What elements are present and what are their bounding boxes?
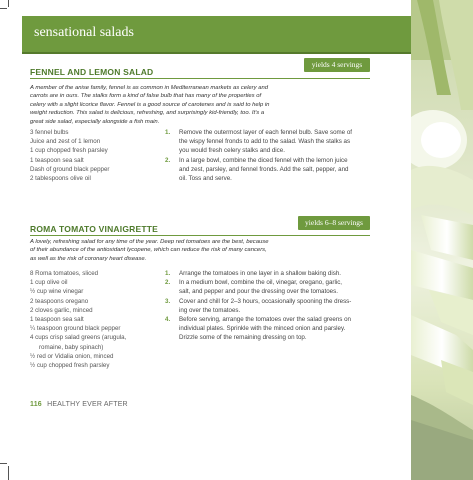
ingredient-item: 1 cup olive oil <box>30 279 68 287</box>
ingredient-item: Juice and zest of 1 lemon <box>30 138 101 146</box>
step-list <box>165 128 375 183</box>
ingredient-item: 8 Roma tomatoes, sliced <box>30 270 99 277</box>
ingredient-item: 1 teaspoon sea salt <box>30 156 84 164</box>
page-number: 116 <box>30 401 42 408</box>
step-number: 1. <box>165 129 171 136</box>
step-line: salt, and pepper and pour the dressing over the tomatoes. <box>179 288 338 296</box>
section-header-band <box>22 16 413 54</box>
ingredient-item: ½ cup wine vinegar <box>30 288 84 296</box>
step-number: 1. <box>165 270 171 277</box>
step-number: 2. <box>165 156 171 164</box>
crop-mark <box>0 8 7 9</box>
step-item <box>165 269 380 278</box>
step-line: In a large bowl, combine the diced fennel with the lemon juice <box>179 156 348 164</box>
step-line: and zest, parsley, and fennel fronds. Add the salt, pepper, and <box>179 165 349 173</box>
ingredient-item: Dash of ground black pepper <box>30 165 110 173</box>
step-line: oil. Toss and serve. <box>179 175 232 183</box>
yields-badge: yields 6–8 servings <box>298 216 370 230</box>
step-line: the wispy fennel fronds to add to the salad. Wash the stalks as <box>179 138 351 146</box>
intro-line: as well as the risk of coronary heart disease. <box>30 255 147 262</box>
step-item <box>165 278 380 296</box>
page-footer <box>30 401 128 408</box>
title-rule <box>30 235 370 236</box>
step-line: individual plates. Sprinkle with the minced onion and parsley. <box>179 325 346 333</box>
intro-line: carrots are in ours. The stalks form a kind of false bulb that has many of the properties of <box>30 93 262 100</box>
recipe-title: FENNEL AND LEMON SALAD <box>30 67 154 77</box>
ingredient-item: 2 cloves garlic, minced <box>30 306 93 314</box>
step-list <box>165 269 380 343</box>
step-item <box>165 297 380 315</box>
ingredient-item: ½ red or Vidalia onion, minced <box>30 352 114 360</box>
step-line: Drizzle some of the remaining dressing on top. <box>179 334 307 342</box>
crop-mark <box>8 466 9 480</box>
step-item <box>165 128 375 156</box>
ingredient-item: ½ cup chopped fresh parsley <box>30 362 110 370</box>
ingredient-item: ¼ teaspoon ground black pepper <box>30 325 121 333</box>
step-line: ing over the tomatoes. <box>179 306 241 314</box>
book-title: HEALTHY EVER AFTER <box>47 401 128 408</box>
step-line: In a medium bowl, combine the oil, vinegar, oregano, garlic, <box>179 279 343 287</box>
yields-badge: yields 4 servings <box>304 58 370 72</box>
intro-line: A lovely, refreshing salad for any time of the year. Deep red tomatoes are the best, because <box>30 239 269 245</box>
ingredient-item: 1 cup chopped fresh parsley <box>30 147 108 155</box>
step-item <box>165 315 380 343</box>
fennel-photo <box>411 0 473 480</box>
step-line: Cover and chill for 2–3 hours, occasionally spooning the dress- <box>179 297 352 305</box>
step-number: 4. <box>165 316 171 324</box>
intro-line: great side salad, especially alongside a fish main. <box>30 118 160 125</box>
step-number: 2. <box>165 279 171 287</box>
step-line: you would fresh celery stalks and dice. <box>179 147 285 155</box>
crop-mark <box>8 0 9 7</box>
step-item <box>165 156 375 184</box>
recipe-title: ROMA TOMATO VINAIGRETTE <box>30 224 159 234</box>
section-title: sensational salads <box>34 25 134 40</box>
intro-line: weight reduction. This salad is delicious, refreshing, and surprisingly kid-friendly, too. It's a <box>30 110 265 117</box>
ingredient-list <box>30 269 165 370</box>
ingredient-item: 2 teaspoons oregano <box>30 297 89 305</box>
ingredient-item: 1 teaspoon sea salt <box>30 316 84 324</box>
crop-mark <box>0 463 7 464</box>
step-line: Remove the outermost layer of each fennel bulb. Save some of <box>179 129 353 136</box>
ingredient-item: 3 fennel bulbs <box>30 129 69 136</box>
step-line: Arrange the tomatoes in one layer in a shallow baking dish. <box>179 270 342 277</box>
ingredient-item: 4 cups crisp salad greens (arugula, <box>30 334 127 342</box>
title-rule <box>30 78 370 79</box>
recipe-intro <box>30 84 370 126</box>
recipe-intro <box>30 238 370 263</box>
intro-line: celery with a slight licorice flavor. Fennel is a good source of carotenes and is said to help in <box>30 101 270 108</box>
ingredient-item: 2 tablespoons olive oil <box>30 175 91 183</box>
step-line: Before serving, arrange the tomatoes over the salad greens on <box>179 316 351 324</box>
step-number: 3. <box>165 297 171 305</box>
intro-line: A member of the anise family, fennel is as common in Mediterranean markets as celery and <box>30 85 269 91</box>
ingredient-list <box>30 128 160 183</box>
intro-line: of their abundance of the antioxidant lycopene, which can reduce the risk of many cancers, <box>30 247 267 254</box>
ingredient-item: romaine, baby spinach) <box>39 343 104 351</box>
